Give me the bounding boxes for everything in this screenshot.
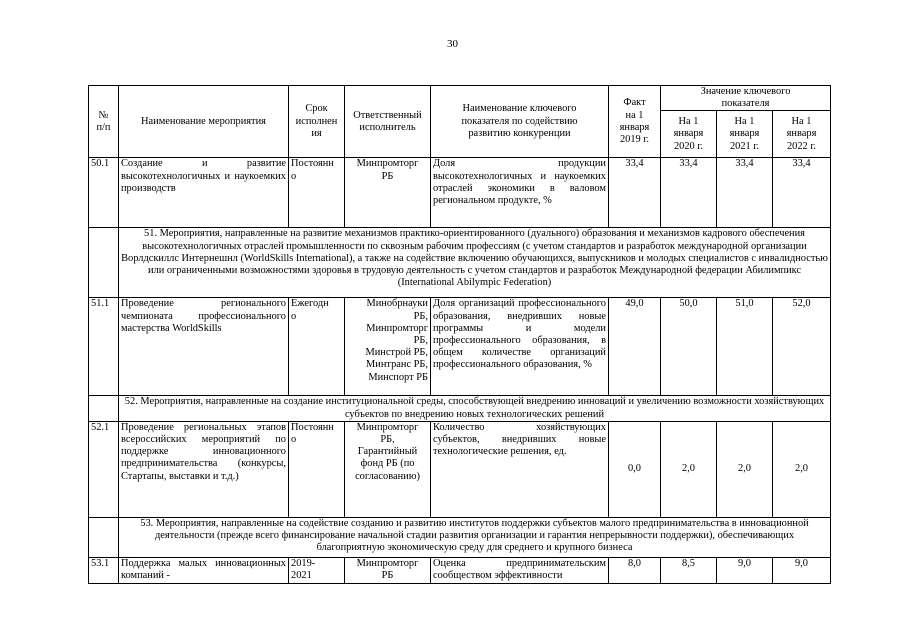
header-fact-2019: Факт на 1 января 2019 г.: [609, 86, 661, 158]
row-responsible: Минпромторг РБ: [345, 557, 431, 583]
row-num: 52.1: [89, 421, 119, 517]
header-name: Наименование мероприятия: [119, 86, 289, 158]
row-responsible: Минобрнауки РБ, Минпромторг РБ, Минстрой РБ, Минтранс РБ, Минспорт РБ: [345, 298, 431, 396]
header-responsible: Ответственный исполнитель: [345, 86, 431, 158]
row-value-2022: 33,4: [773, 158, 831, 228]
row-value-2020: 33,4: [661, 158, 717, 228]
header-2020: На 1 января 2020 г.: [661, 111, 717, 158]
measures-table: [88, 85, 831, 584]
row-indicator: Доля продукции высокотехнологичных и наукоемких отраслей экономики в валовом региональном продукте, %: [431, 158, 609, 228]
row-indicator: Количество хозяйствующих субъектов, внедривших новые технологические решения, ед.: [431, 421, 609, 517]
header-term: Срок исполнен ия: [289, 86, 345, 158]
row-responsible: Минпромторг РБ, Гарантийный фонд РБ (по согласованию): [345, 421, 431, 517]
row-name: Поддержка малых инновационных компаний -: [119, 557, 289, 583]
row-name: Создание и развитие высокотехнологичных и наукоемких производств: [119, 158, 289, 228]
row-num: 50.1: [89, 158, 119, 228]
row-value-2021: 51,0: [717, 298, 773, 396]
row-num: 51.1: [89, 298, 119, 396]
row-term: Постоянн о: [289, 158, 345, 228]
row-fact: 0,0: [609, 421, 661, 517]
section-heading-53: 53. Мероприятия, направленные на содействие созданию и развитию институтов поддержки субъектов малого предпринимательства в инновационной деятельности (прежде всего финансирование начальной стадии развития организации и гарантия непрерывности поддержки), обеспечивающих благоприятную экономическую среду для среднего и крупного бизнеса: [119, 517, 831, 557]
table-row: [89, 421, 831, 517]
row-value-2022: 9,0: [773, 557, 831, 583]
header-value-group: Значение ключевого показателя: [661, 86, 831, 111]
row-num: 53.1: [89, 557, 119, 583]
row-value-2020: 2,0: [661, 421, 717, 517]
section-row: [89, 228, 831, 298]
row-indicator: Оценка предпринимательским сообществом эффективности: [431, 557, 609, 583]
row-value-2021: 33,4: [717, 158, 773, 228]
row-fact: 49,0: [609, 298, 661, 396]
header-indicator: Наименование ключевого показателя по содействию развитию конкуренции: [431, 86, 609, 158]
section-row: [89, 396, 831, 421]
row-responsible: Минпромторг РБ: [345, 158, 431, 228]
header-2022: На 1 января 2022 г.: [773, 111, 831, 158]
row-name: Проведение региональных этапов всероссийских мероприятий по поддержке инновационного предпринимательства (конкурсы, Стартапы, выставки и т.д.): [119, 421, 289, 517]
section-heading-51: 51. Мероприятия, направленные на развитие механизмов практико-ориентированного (дуального) образования и механизмов кадрового обеспечения высокотехнологичных отраслей промышленности по сквозным рабочим профессиям (с учетом стандартов и разработок международной организации Ворлдскиллс Интернешнл (WorldSkills International), а также на содействие включению обучающихся, выпускников и молодых специалистов с инвалидностью или ограниченными возможностями здоровья в трудовую деятельность с учетом стандартов и разработок Международной федерации Абилимпикс (International Abilympic Federation): [119, 228, 831, 298]
row-value-2022: 2,0: [773, 421, 831, 517]
row-fact: 8,0: [609, 557, 661, 583]
row-fact: 33,4: [609, 158, 661, 228]
row-value-2020: 50,0: [661, 298, 717, 396]
header-num: № п/п: [89, 86, 119, 158]
row-value-2021: 2,0: [717, 421, 773, 517]
section-row: [89, 517, 831, 557]
row-value-2020: 8,5: [661, 557, 717, 583]
row-term: Постоянн о: [289, 421, 345, 517]
table-row: [89, 557, 831, 583]
row-term: Ежегодн о: [289, 298, 345, 396]
row-term: 2019- 2021: [289, 557, 345, 583]
row-value-2021: 9,0: [717, 557, 773, 583]
table-row: [89, 298, 831, 396]
row-indicator: Доля организаций профессионального образования, внедривших новые программы и модели профессионального образования, в общем количестве организаций профессионального образования, %: [431, 298, 609, 396]
row-name: Проведение регионального чемпионата профессионального мастерства WorldSkills: [119, 298, 289, 396]
table-row: [89, 158, 831, 228]
page-number: 30: [447, 38, 458, 50]
section-heading-52: 52. Мероприятия, направленные на создание институциональной среды, способствующей внедрению инноваций и увеличению возможности хозяйствующих субъектов по внедрению новых технологических решений: [119, 396, 831, 421]
row-value-2022: 52,0: [773, 298, 831, 396]
header-2021: На 1 января 2021 г.: [717, 111, 773, 158]
